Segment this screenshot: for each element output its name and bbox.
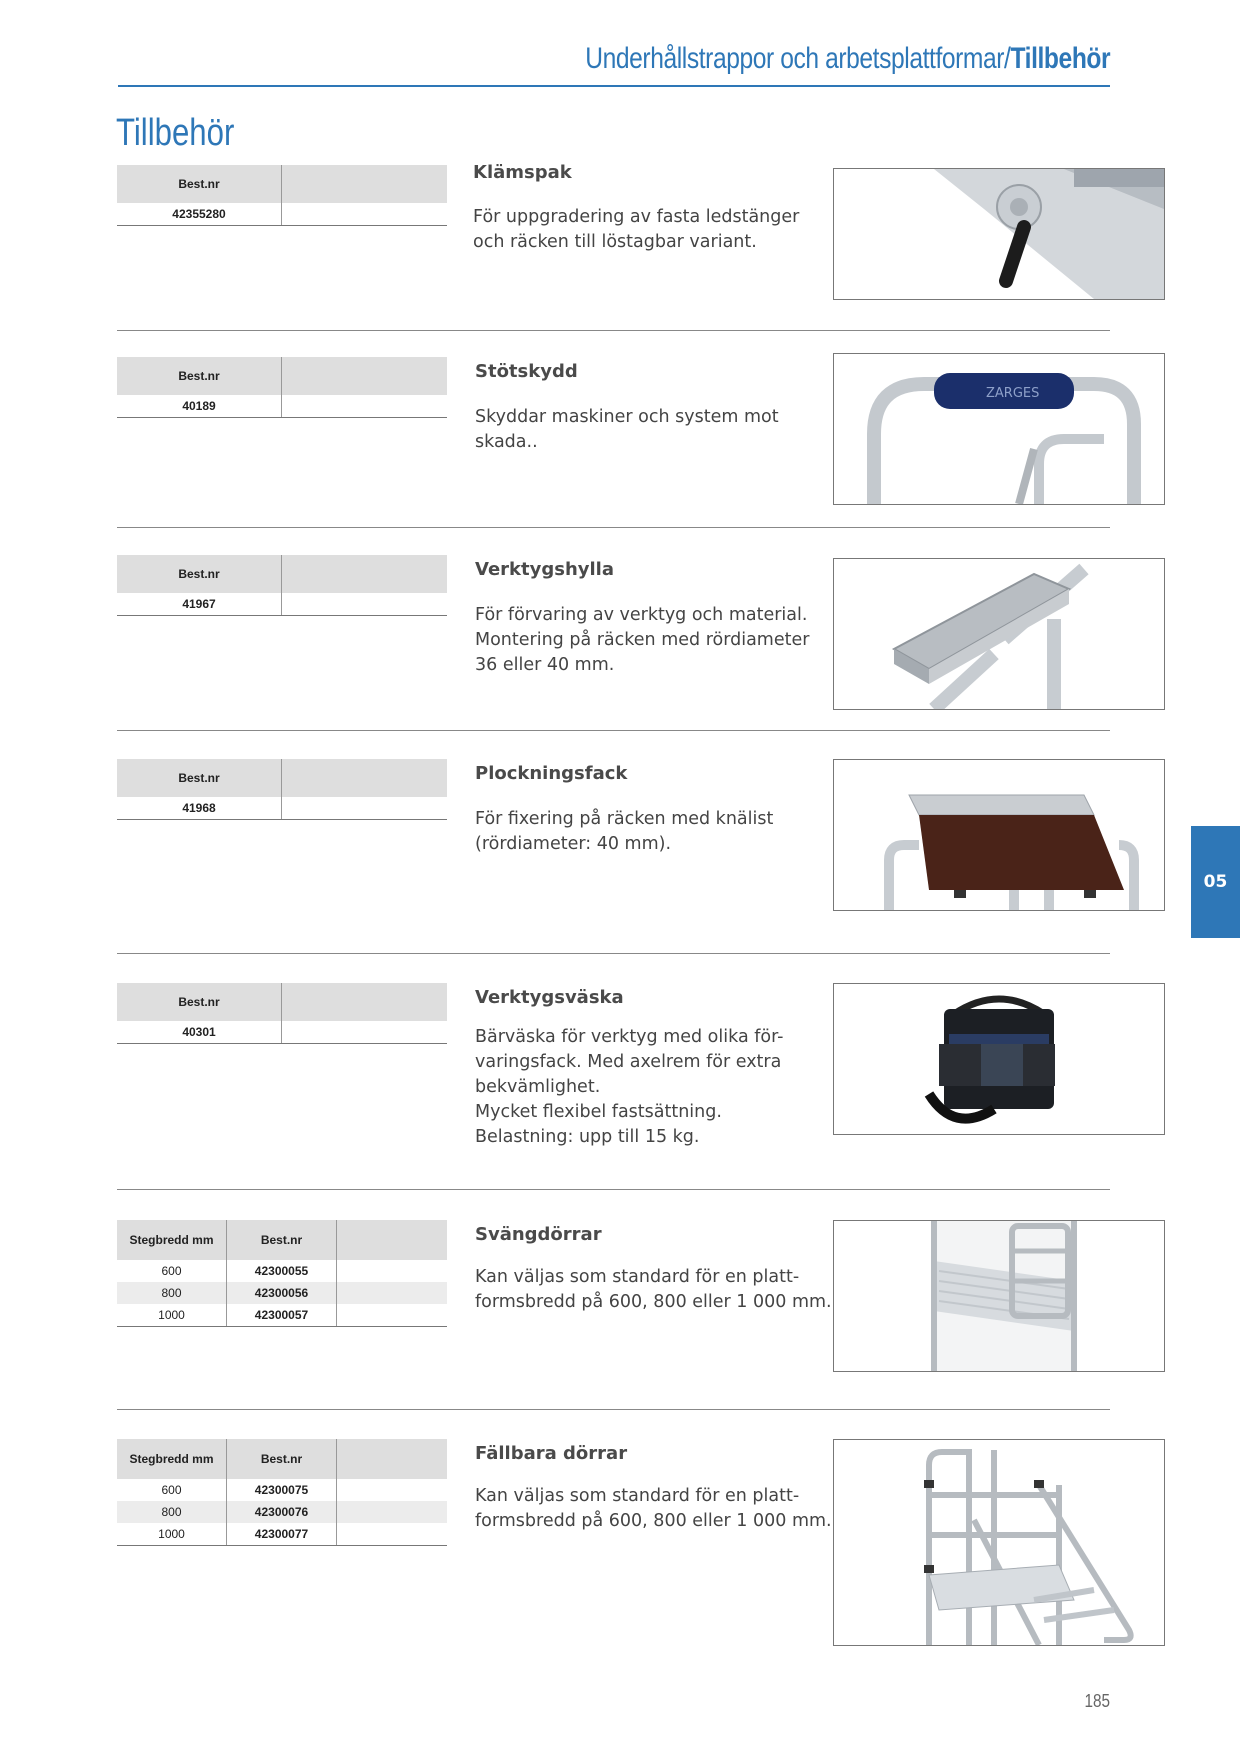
product-title: Verktygshylla	[475, 559, 614, 580]
best-nr-cell: 42300055	[227, 1260, 337, 1282]
desc-line: (rördiameter: 40 mm).	[475, 834, 672, 854]
best-nr-value: 40301	[117, 1021, 282, 1044]
product-image	[833, 759, 1165, 911]
breadcrumb	[585, 42, 1110, 76]
desc-line: Mycket flexibel fastsättning.	[475, 1102, 722, 1122]
desc-line: bekvämlighet.	[475, 1077, 601, 1097]
product-description	[475, 603, 815, 678]
divider	[117, 1409, 1110, 1410]
spec-table	[117, 1439, 447, 1546]
desc-line: Belastning: upp till 15 kg.	[475, 1127, 700, 1147]
product-image	[833, 983, 1165, 1135]
best-nr-value: 41967	[117, 593, 282, 616]
width-cell: 600	[117, 1260, 227, 1282]
product-description	[475, 807, 815, 857]
product-image	[833, 1439, 1165, 1646]
desc-line: 36 eller 40 mm.	[475, 655, 615, 675]
divider	[117, 1189, 1110, 1190]
width-cell: 1000	[117, 1523, 227, 1546]
product-image	[833, 558, 1165, 710]
col-header-best-nr: Best.nr	[117, 357, 282, 395]
chapter-tab: 05	[1191, 826, 1240, 938]
divider	[117, 330, 1110, 331]
header-divider	[118, 85, 1110, 87]
page-number: 185	[1084, 1691, 1110, 1711]
best-nr-value: 42355280	[117, 203, 282, 226]
spec-table	[117, 165, 447, 226]
col-header-best-nr: Best.nr	[117, 983, 282, 1021]
page-title: Tillbehör	[116, 112, 235, 154]
product-description	[475, 1265, 832, 1315]
desc-line: Bärväska för verktyg med olika för-	[475, 1027, 784, 1047]
product-title: Svängdörrar	[475, 1224, 602, 1245]
spec-table	[117, 357, 447, 418]
col-header-best-nr: Best.nr	[227, 1220, 337, 1260]
desc-line: Kan väljas som standard för en platt-	[475, 1486, 800, 1506]
desc-line: Montering på räcken med rördiameter	[475, 630, 810, 650]
best-nr-cell: 42300057	[227, 1304, 337, 1327]
width-cell: 800	[117, 1282, 227, 1304]
breadcrumb-current: Tillbehör	[1010, 42, 1110, 75]
best-nr-cell: 42300075	[227, 1479, 337, 1501]
desc-line: Kan väljas som standard för en platt-	[475, 1267, 800, 1287]
col-header-best-nr: Best.nr	[227, 1439, 337, 1479]
desc-line: varingsfack. Med axelrem för extra	[475, 1052, 782, 1072]
product-title: Verktygsväska	[475, 987, 624, 1008]
col-header-stegbredd: Stegbredd mm	[117, 1220, 227, 1260]
width-cell: 800	[117, 1501, 227, 1523]
width-cell: 600	[117, 1479, 227, 1501]
product-image	[833, 1220, 1165, 1372]
spec-table	[117, 759, 447, 820]
desc-line: skada..	[475, 432, 538, 452]
desc-line: För uppgradering av fasta ledstänger	[473, 207, 800, 227]
product-description	[473, 205, 813, 255]
breadcrumb-main: Underhållstrappor och arbetsplattformar/	[585, 42, 1011, 75]
product-title: Plockningsfack	[475, 763, 628, 784]
best-nr-value: 40189	[117, 395, 282, 418]
desc-line: formsbredd på 600, 800 eller 1 000 mm.	[475, 1292, 832, 1312]
spec-table	[117, 983, 447, 1044]
product-title: Stötskydd	[475, 361, 578, 382]
col-header-best-nr: Best.nr	[117, 165, 282, 203]
product-description	[475, 1484, 832, 1534]
divider	[117, 730, 1110, 731]
spec-table	[117, 555, 447, 616]
width-cell: 1000	[117, 1304, 227, 1327]
product-title: Fällbara dörrar	[475, 1443, 628, 1464]
col-header-stegbredd: Stegbredd mm	[117, 1439, 227, 1479]
desc-line: och räcken till löstagbar variant.	[473, 232, 757, 252]
divider	[117, 527, 1110, 528]
best-nr-cell: 42300076	[227, 1501, 337, 1523]
zarges-logo: ZARGES	[986, 386, 1040, 401]
col-header-best-nr: Best.nr	[117, 555, 282, 593]
product-image	[833, 168, 1165, 300]
product-description	[475, 405, 815, 455]
best-nr-cell: 42300056	[227, 1282, 337, 1304]
product-description	[475, 1025, 815, 1150]
desc-line: formsbredd på 600, 800 eller 1 000 mm.	[475, 1511, 832, 1531]
best-nr-value: 41968	[117, 797, 282, 820]
col-header-best-nr: Best.nr	[117, 759, 282, 797]
desc-line: För fixering på räcken med knälist	[475, 809, 774, 829]
best-nr-cell: 42300077	[227, 1523, 337, 1546]
desc-line: Skyddar maskiner och system mot	[475, 407, 779, 427]
product-title: Klämspak	[473, 162, 572, 183]
desc-line: För förvaring av verktyg och material.	[475, 605, 808, 625]
spec-table	[117, 1220, 447, 1327]
divider	[117, 953, 1110, 954]
product-image	[833, 353, 1165, 505]
